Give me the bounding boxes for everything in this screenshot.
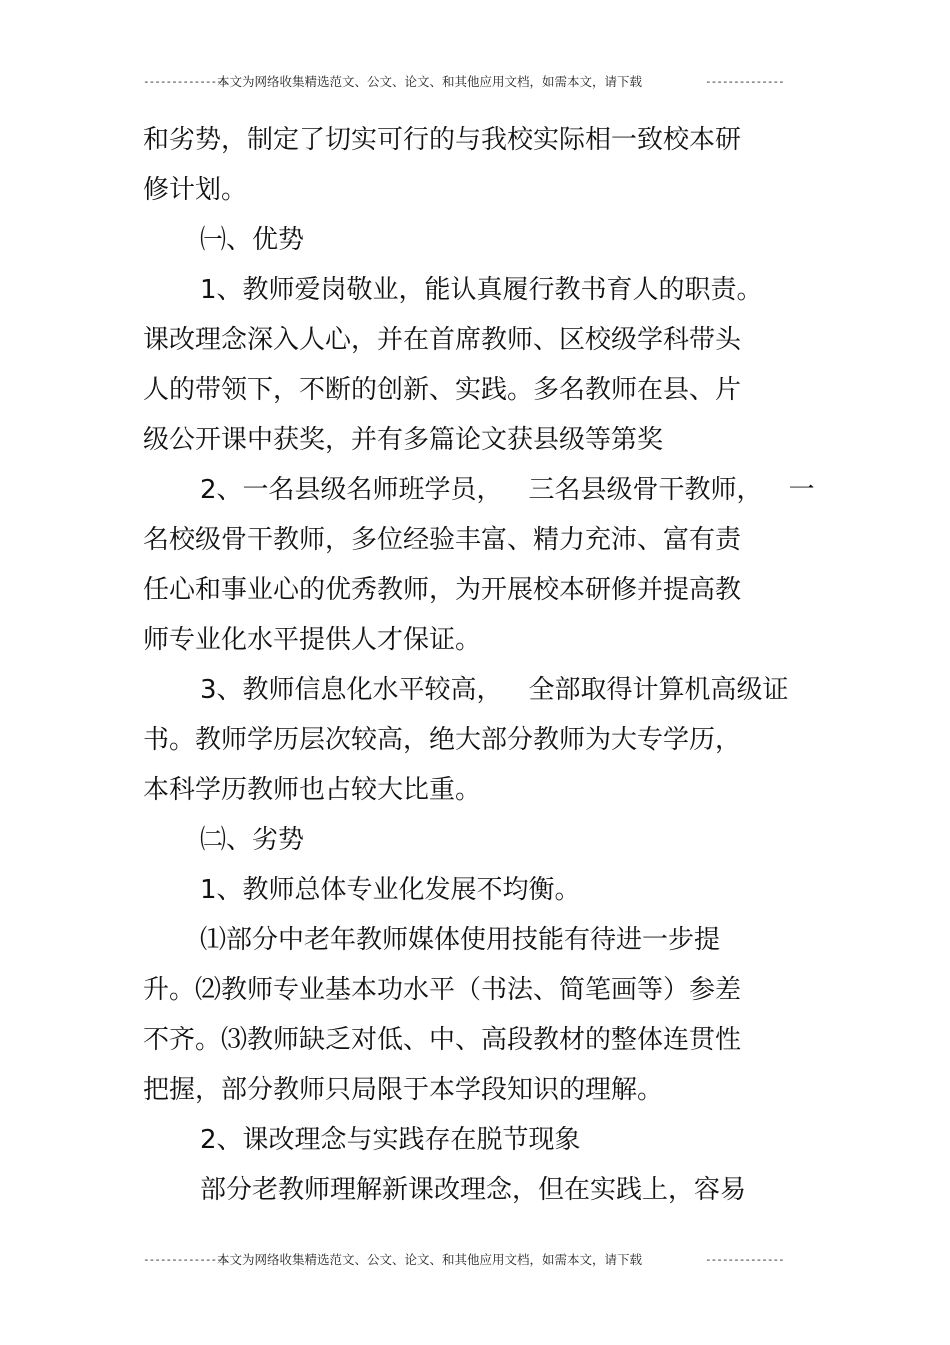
text-segment: 三名县级骨干教师， xyxy=(528,475,763,505)
text-line: 本科学历教师也占较大比重。 xyxy=(143,775,482,805)
text-line: 把握，部分教师只局限于本学段知识的理解。 xyxy=(143,1075,664,1105)
header-text: 本文为网络收集精选范文、公文、论文、和其他应用文档，如需本文，请下载 xyxy=(217,74,643,89)
text-line: 2、课改理念与实践存在脱节现象 xyxy=(200,1125,581,1155)
text-line: 1、教师总体专业化发展不均衡。 xyxy=(200,875,581,905)
text-line: 升。⑵教师专业基本功水平（书法、简笔画等）参差 xyxy=(143,975,742,1005)
text-segment: 一 xyxy=(788,475,815,505)
header-left-dashes: --------------- xyxy=(143,74,228,88)
footer-left-dashes: --------------- xyxy=(143,1252,228,1266)
text-line: 1、教师爱岗敬业，能认真履行教书育人的职责。 xyxy=(200,275,763,305)
text-line: ⑴部分中老年教师媒体使用技能有待进一步提 xyxy=(200,925,721,955)
text-segment: 2、一名县级名师班学员， xyxy=(200,475,503,505)
text-line: 名校级骨干教师，多位经验丰富、精力充沛、富有责 xyxy=(143,525,742,555)
text-segment: 全部取得计算机高级证 xyxy=(528,675,789,705)
text-line: 人的带领下，不断的创新、实践。多名教师在县、片 xyxy=(143,375,742,405)
document-body xyxy=(143,115,823,1215)
page-footer xyxy=(143,1248,784,1270)
text-line: 修计划。 xyxy=(143,175,248,205)
text-line: 课改理念深入人心，并在首席教师、区校级学科带头 xyxy=(143,325,742,355)
page-header xyxy=(143,70,784,92)
footer-text: 本文为网络收集精选范文、公文、论文、和其他应用文档，如需本文，请下载 xyxy=(217,1252,643,1267)
text-line xyxy=(143,465,823,515)
section-heading-disadvantages: ㈡、劣势 xyxy=(200,825,305,855)
text-line: 书。教师学历层次较高，绝大部分教师为大专学历， xyxy=(143,725,742,755)
text-line: 不齐。⑶教师缺乏对低、中、高段教材的整体连贯性 xyxy=(143,1025,742,1055)
text-line: 部分老教师理解新课改理念，但在实践上，容易 xyxy=(200,1175,747,1205)
footer-right-dashes: -------------- xyxy=(705,1252,784,1266)
text-line: 师专业化水平提供人才保证。 xyxy=(143,625,482,655)
header-right-dashes: -------------- xyxy=(705,74,784,88)
text-line: 级公开课中获奖，并有多篇论文获县级等第奖 xyxy=(143,425,664,455)
text-segment: 3、教师信息化水平较高， xyxy=(200,675,503,705)
section-heading-advantages: ㈠、优势 xyxy=(200,225,305,255)
text-line: 任心和事业心的优秀教师，为开展校本研修并提高教 xyxy=(143,575,742,605)
text-line: 和劣势，制定了切实可行的与我校实际相一致校本研 xyxy=(143,125,742,155)
text-line xyxy=(143,665,823,715)
